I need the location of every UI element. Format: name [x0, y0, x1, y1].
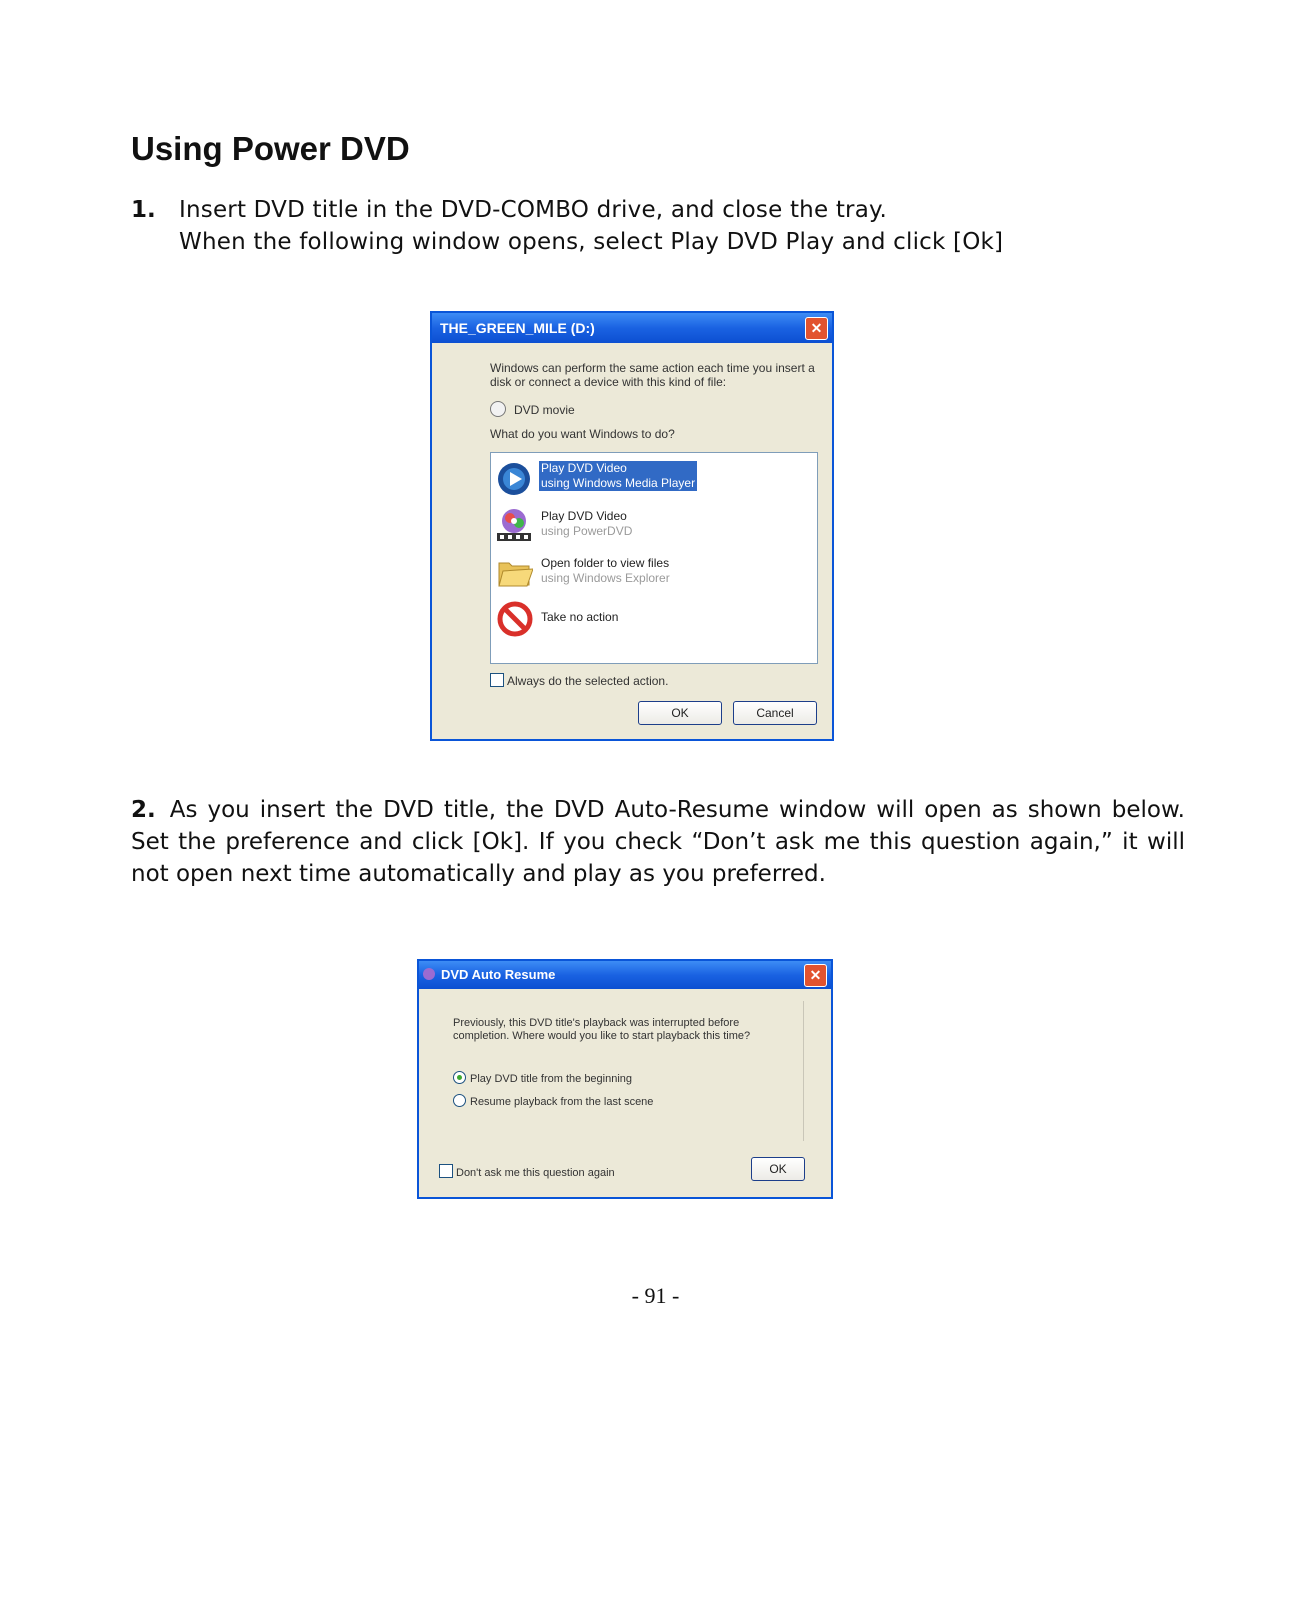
resume-option-beginning[interactable]: [453, 1071, 632, 1085]
autoplay-question: What do you want Windows to do?: [490, 427, 675, 441]
autoplay-titlebar: [432, 313, 832, 343]
radio-last-scene[interactable]: [453, 1094, 466, 1107]
step-2-text: As you insert the DVD title, the DVD Auto-Resume window will open as shown below. Set the preference and click [Ok]. If you check “Don’t ask me this question again,” it will not open next time automatically and play as you preferred.: [131, 797, 1185, 887]
powerdvd-icon: [496, 507, 532, 543]
autoplay-title: THE_GREEN_MILE (D:): [440, 320, 595, 336]
option-2-subtitle: using PowerDVD: [541, 524, 633, 538]
close-button[interactable]: ✕: [805, 317, 828, 340]
step-1-number: 1.: [131, 197, 156, 223]
option-open-folder[interactable]: [495, 552, 809, 592]
option-media-player[interactable]: [495, 459, 809, 499]
option-1-selected: [539, 461, 697, 491]
option-2-title: Play DVD Video: [541, 509, 627, 523]
step-1-line-2: When the following window opens, select Play DVD Play and click [Ok]: [179, 229, 1004, 255]
media-player-icon: [497, 462, 531, 496]
auto-resume-title: DVD Auto Resume: [441, 967, 556, 982]
option-4-title: Take no action: [541, 610, 619, 624]
auto-resume-titlebar: [419, 961, 831, 989]
option-3-title: Open folder to view files: [541, 556, 670, 570]
always-do-checkbox-row[interactable]: [490, 673, 668, 688]
close-button[interactable]: ✕: [804, 964, 827, 987]
dont-ask-checkbox-row[interactable]: [439, 1164, 615, 1179]
auto-resume-dialog: [417, 959, 833, 1199]
content-type-label: DVD movie: [514, 403, 575, 417]
resume-option-last-scene[interactable]: [453, 1094, 653, 1108]
ok-button[interactable]: OK: [751, 1157, 805, 1181]
dont-ask-checkbox[interactable]: [439, 1164, 453, 1178]
folder-icon: [497, 555, 533, 589]
radio-beginning[interactable]: [453, 1071, 466, 1084]
option-1-title: Play DVD Video: [541, 461, 627, 475]
step-1-line-1: Insert DVD title in the DVD-COMBO drive, and close the tray.: [179, 197, 888, 223]
resume-message: Previously, this DVD title's playback was interrupted before completion. Where would you like to start playback this time?: [453, 1017, 751, 1042]
always-do-label: Always do the selected action.: [507, 674, 669, 688]
option-1-subtitle: using Windows Media Player: [541, 476, 696, 490]
action-list: [490, 452, 818, 664]
autoplay-intro: Windows can perform the same action each time you insert a disk or connect a device with this kind of file:: [490, 361, 815, 389]
dvd-disc-icon: [490, 401, 506, 417]
always-do-checkbox[interactable]: [490, 673, 504, 687]
resume-option-2-label: Resume playback from the last scene: [470, 1096, 654, 1108]
step-2-paragraph: [131, 794, 1185, 890]
page-number: - 91 -: [631, 1283, 680, 1308]
divider: [803, 1001, 804, 1141]
autoplay-dialog: [430, 311, 834, 741]
option-3-text: [541, 556, 670, 586]
no-action-icon: [497, 601, 533, 637]
content-type: [490, 401, 575, 417]
resume-option-1-label: Play DVD title from the beginning: [470, 1073, 633, 1085]
option-3-subtitle: using Windows Explorer: [541, 571, 670, 585]
option-powerdvd[interactable]: [495, 505, 809, 545]
page-heading: Using Power DVD: [131, 130, 410, 167]
option-2-text: [541, 509, 632, 539]
dont-ask-label: Don't ask me this question again: [456, 1167, 615, 1179]
step-2-number: 2.: [131, 797, 156, 823]
powerdvd-small-icon: [423, 968, 435, 980]
option-no-action[interactable]: [495, 599, 809, 639]
cancel-button[interactable]: Cancel: [733, 701, 817, 725]
ok-button[interactable]: OK: [638, 701, 722, 725]
